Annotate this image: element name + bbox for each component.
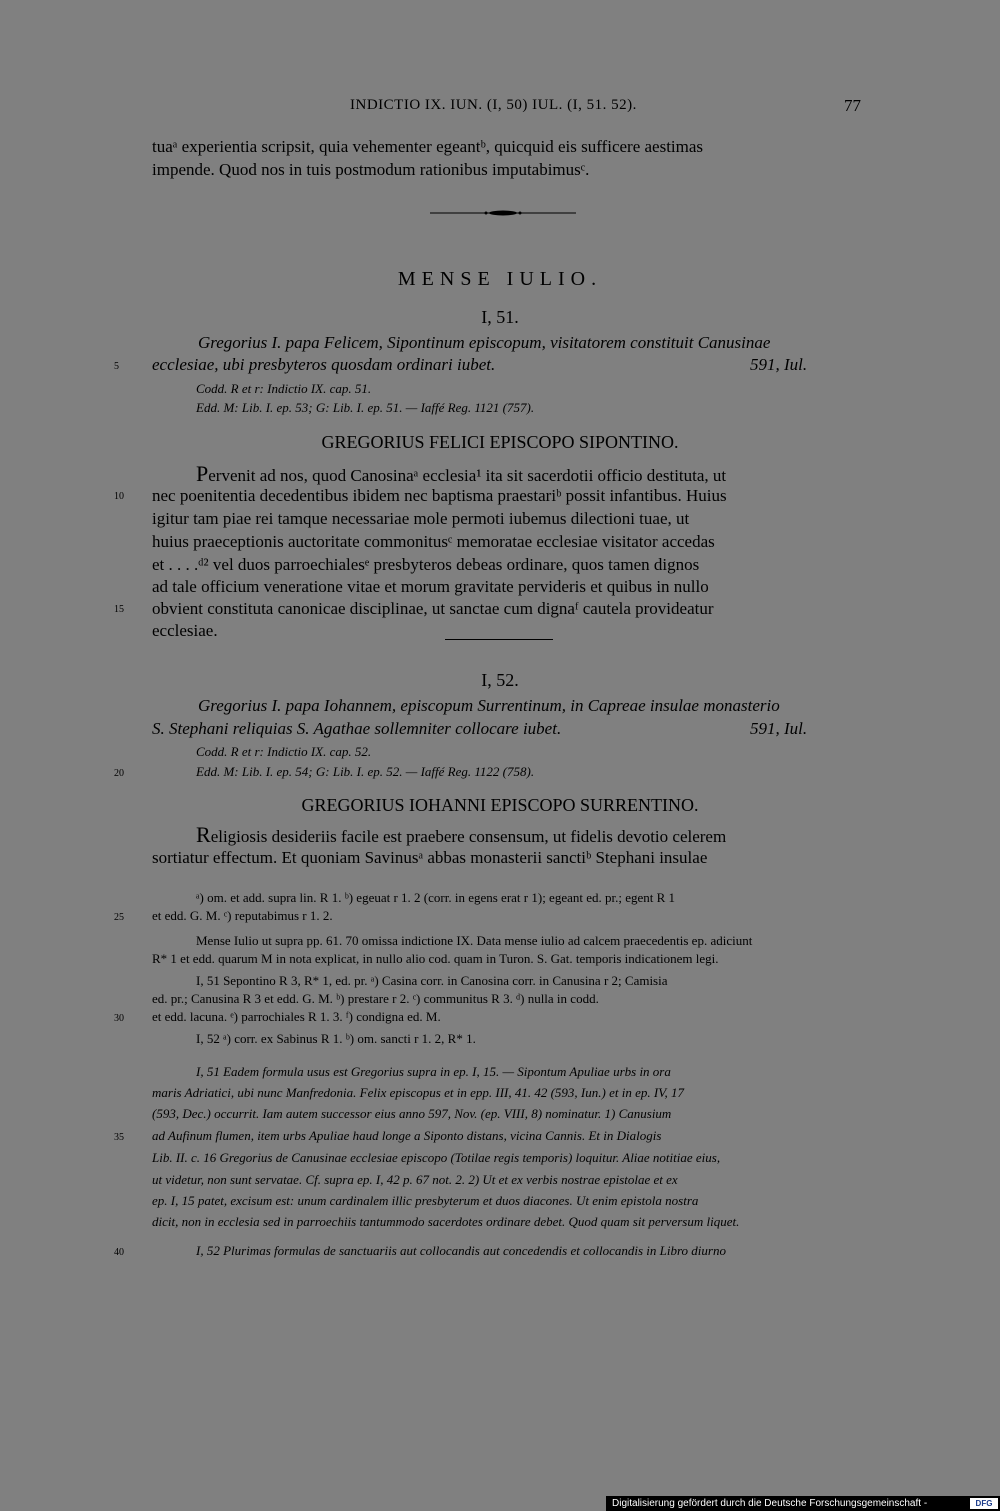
apparatus-line-4: R* 1 et edd. quarum M in nota explicat, in nullo alio cod. quam in Turon. S. Gat. temporis indicationem legi. xyxy=(152,951,719,966)
page-number: 77 xyxy=(844,96,861,115)
letter-51-text-line-8: ecclesiae. xyxy=(152,621,218,640)
commentary-line-1: I, 51 Eadem formula usus est Gregorius supra in ep. I, 15. — Sipontum Apuliae urbs in ora xyxy=(196,1064,671,1079)
commentary-line-2: maris Adriatici, ubi nunc Manfredonia. Felix episcopus et in epp. III, 41. 42 (593, Iun.) et in ep. IV, 17 xyxy=(152,1085,684,1100)
letter-51-text-line-4: huius praeceptionis auctoritate commonitusᶜ memoratae ecclesiae visitator accedas xyxy=(152,532,715,551)
apparatus-line-1: ᵃ) om. et add. supra lin. R 1. ᵇ) egeuat r 1. 2 (corr. in egens erat r 1); egeant ed. pr.; egent R 1 xyxy=(196,890,676,905)
apparatus-line-2: et edd. G. M. ᶜ) reputabimus r 1. 2. xyxy=(152,908,333,923)
commentary-line-4: ad Aufinum flumen, item urbs Apuliae haud longe a Siponto distans, vicina Cannis. Et in Dialogis xyxy=(152,1128,662,1143)
section-title: MENSE IULIO. xyxy=(397,268,603,290)
funding-note: Digitalisierung gefördert durch die Deutsche Forschungsgemeinschaft - xyxy=(612,1498,928,1509)
letter-51-text-line-1: Pervenit ad nos, quod Canosinaᵃ ecclesia¹ ita sit sacerdotii officio destituta, ut xyxy=(196,461,727,486)
line-number: 25 xyxy=(114,912,124,923)
letter-51-summary-1: Gregorius I. papa Felicem, Sipontinum episcopum, visitatorem constituit Canusinae xyxy=(198,333,771,352)
letter-52-codices: Codd. R et r: Indictio IX. cap. 52. xyxy=(196,744,372,759)
commentary-line-8: dicit, non in ecclesia sed in parroechiis tantummodo sacerdotes ordinare debet. Quod quam sit perversum liquet. xyxy=(152,1214,740,1229)
letter-51-heading: GREGORIUS FELICI EPISCOPO SIPONTINO. xyxy=(321,432,679,452)
letter-51-codices: Codd. R et r: Indictio IX. cap. 51. xyxy=(196,381,372,396)
letter-51-date: 591, Iul. xyxy=(750,355,808,374)
line-number: 15 xyxy=(114,604,124,615)
intro-line-1: tuaᵃ experientia scripsit, quia vehementer egeantᵇ, quicquid eis sufficere aestimas xyxy=(152,137,704,156)
apparatus-line-5: I, 51 Sepontino R 3, R* 1, ed. pr. ᵃ) Casina corr. in Canosina corr. in Canusina r 2; Camisia xyxy=(196,973,668,988)
letter-51-text-line-6: ad tale officium veneratione vitae et morum gravitate pervideris et quibus in nullo xyxy=(152,577,709,596)
line-number: 20 xyxy=(114,768,124,779)
letter-52-heading: GREGORIUS IOHANNI EPISCOPO SURRENTINO. xyxy=(301,795,699,815)
funding-footer xyxy=(606,1496,1000,1511)
apparatus-line-7: et edd. lacuna. ᵉ) parrochiales R 1. 3. ᶠ) condigna ed. M. xyxy=(152,1009,441,1024)
letter-52-number: I, 52. xyxy=(481,670,519,690)
letter-51-editions: Edd. M: Lib. I. ep. 53; G: Lib. I. ep. 51. — Iaffé Reg. 1121 (757). xyxy=(196,400,535,415)
letter-51-number: I, 51. xyxy=(481,307,519,327)
letter-52-summary-2: S. Stephani reliquias S. Agathae sollemniter collocare iubet. xyxy=(152,719,562,738)
apparatus-line-6: ed. pr.; Canusina R 3 et edd. G. M. ᵇ) prestare r 2. ᶜ) communitus R 3. ᵈ) nulla in codd. xyxy=(152,991,599,1006)
letter-52-summary-1: Gregorius I. papa Iohannem, episcopum Surrentinum, in Capreae insulae monasterio xyxy=(198,696,780,715)
apparatus-line-8: I, 52 ᵃ) corr. ex Sabinus R 1. ᵇ) om. sancti r 1. 2, R* 1. xyxy=(196,1031,476,1046)
letter-52-dropcap: R xyxy=(196,822,211,847)
letter-52-text-line-1: Religiosis desideriis facile est praebere consensum, ut fidelis devotio celerem xyxy=(196,822,727,847)
letter-52-text-line-2: sortiatur effectum. Et quoniam Savinusᵃ abbas monasterii sanctiᵇ Stephani insulae xyxy=(152,848,708,867)
letter-51-summary-2: ecclesiae, ubi presbyteros quosdam ordinari iubet. xyxy=(152,355,496,374)
line-number: 5 xyxy=(114,361,119,372)
commentary-line-3: (593, Dec.) occurrit. Iam autem successor eius anno 597, Nov. (ep. VIII, 8) nominatur. 1) Canusium xyxy=(152,1106,672,1121)
letter-51-text-line-3: igitur tam piae rei tamque necessariae mole permoti iubemus dilectioni tuae, ut xyxy=(152,509,690,528)
running-title: INDICTIO IX. IUN. (I, 50) IUL. (I, 51. 52). xyxy=(350,97,637,113)
line-number: 10 xyxy=(114,491,124,502)
section-rule xyxy=(445,639,553,640)
line-number: 30 xyxy=(114,1013,124,1024)
ornament-divider xyxy=(430,210,576,216)
letter-52-editions: Edd. M: Lib. I. ep. 54; G: Lib. I. ep. 52. — Iaffé Reg. 1122 (758). xyxy=(196,764,535,779)
letter-52-date: 591, Iul. xyxy=(750,719,808,738)
intro-line-2: impende. Quod nos in tuis postmodum rationibus imputabimusᶜ. xyxy=(152,160,590,179)
commentary-line-5: Lib. II. c. 16 Gregorius de Canusinae ecclesiae episcopo (Totilae regis temporis) loquitur. Aliae notitiae eius, xyxy=(152,1150,721,1165)
line-number: 40 xyxy=(114,1247,124,1258)
letter-51-text-line-7: obvient constituta canonicae disciplinae, ut sanctae cum dignaᶠ cautela provideatur xyxy=(152,599,714,618)
commentary-line-7: ep. I, 15 patet, excisum est: unum cardinalem illic presbyterum et duos diacones. Ut enim epistola nostra xyxy=(152,1193,699,1208)
apparatus-line-3: Mense Iulio ut supra pp. 61. 70 omissa indictione IX. Data mense iulio ad calcem praecedentis ep. adiciunt xyxy=(196,933,753,948)
commentary-line-9: I, 52 Plurimas formulas de sanctuariis aut collocandis aut concedendis et collocandis in Libro diurno xyxy=(196,1243,726,1258)
line-number: 35 xyxy=(114,1132,124,1143)
letter-51-text-line-2: nec poenitentia decedentibus ibidem nec baptisma praestariᵇ possit infantibus. Huius xyxy=(152,486,727,505)
letter-51-dropcap: P xyxy=(196,461,209,486)
letter-51-text-line-5: et . . . .ᵈ² vel duos parroechialesᵉ presbyteros debeas ordinare, quos tamen dignos xyxy=(152,555,700,574)
dfg-logo: DFG xyxy=(970,1498,998,1509)
commentary-line-6: ut videtur, non sunt servatae. Cf. supra ep. I, 42 p. 67 not. 2. 2) Ut et ex verbis nostrae epistolae et ex xyxy=(152,1172,678,1187)
